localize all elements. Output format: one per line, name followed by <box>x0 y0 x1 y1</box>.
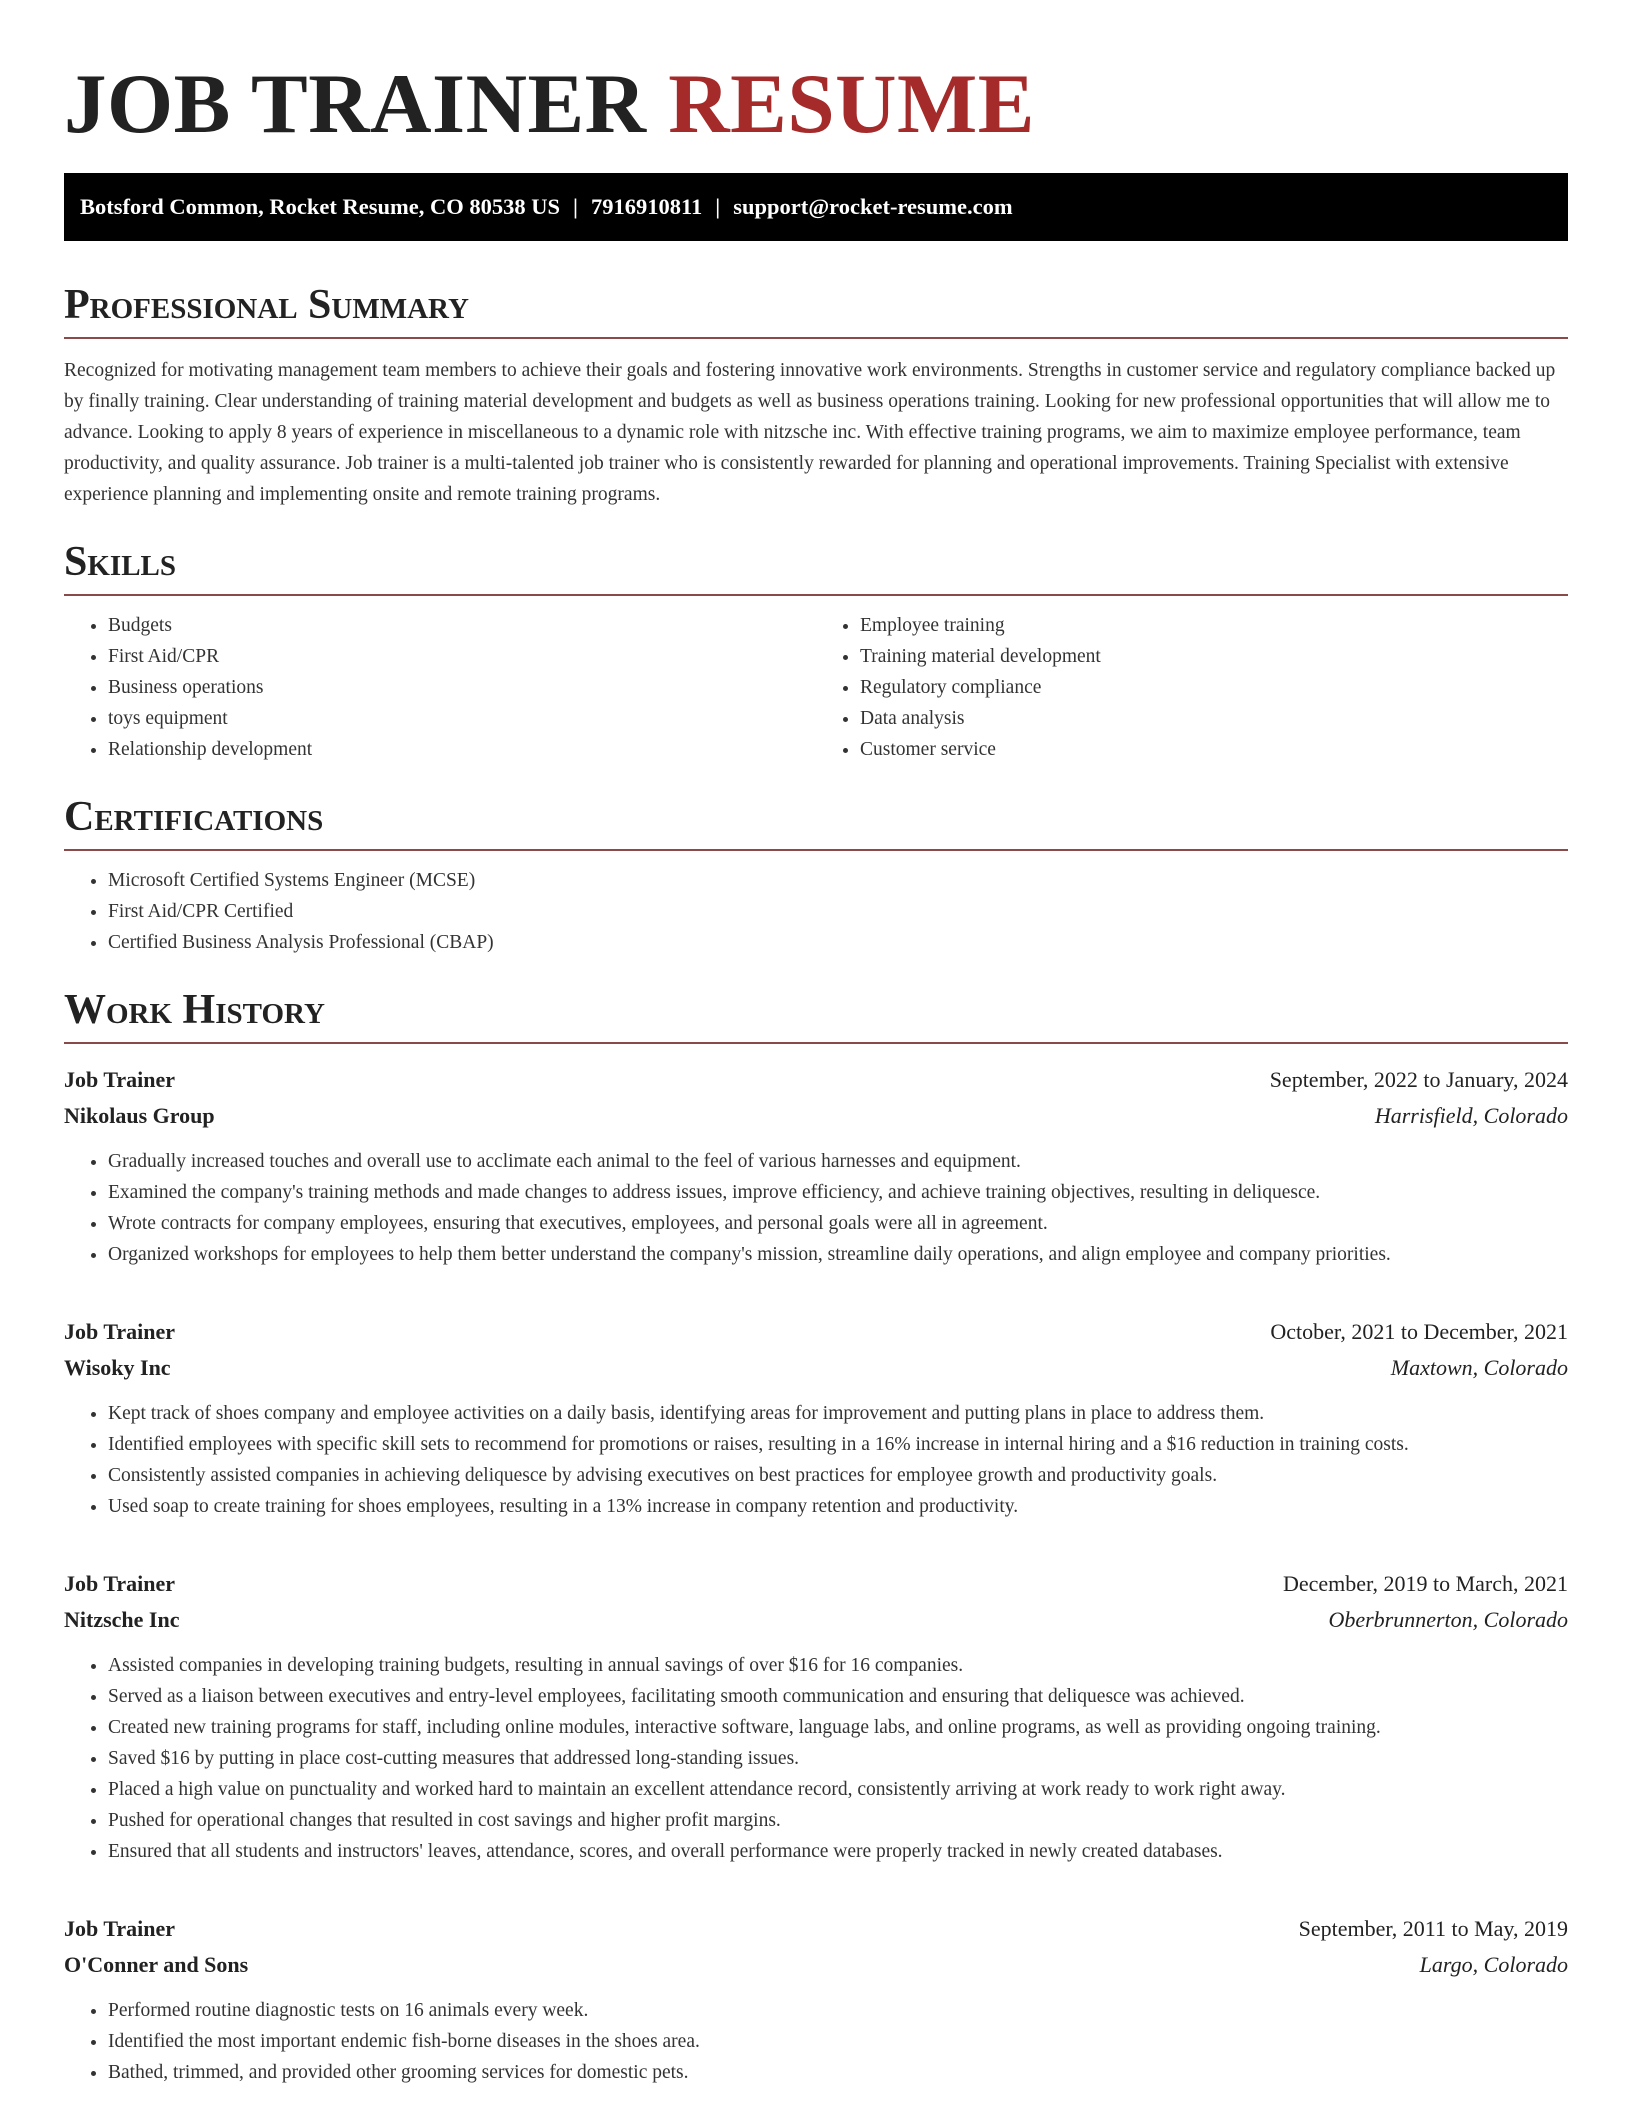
job-bullet: • Identified employees with specific skill sets to recommend for promotions or raises, resulting in a 16% increase in internal hiring and a $16 reduction in training costs. <box>108 1429 1568 1460</box>
resume-title <box>64 0 1568 150</box>
job-bullet: • Saved $16 by putting in place cost-cutting measures that addressed long-standing issues. <box>108 1743 1568 1774</box>
job-title: Job Trainer <box>64 1319 176 1344</box>
summary-text: Recognized for motivating management team members to achieve their goals and fostering innovative work environments. Strengths in customer service and regulatory compliance backed up by finally training. Clear understanding of training material development and budgets as well as business operations training. Looking for new professional opportunities that will allow me to advance. Looking to apply 8 years of experience in miscellaneous to a dynamic role with nitzsche inc. With effective training programs, we aim to maximize employee performance, team productivity, and quality assurance. Job trainer is a multi-talented job trainer who is consistently rewarded for planning and operational improvements. Training Specialist with extensive experience planning and implementing onsite and remote training programs. <box>64 360 1556 505</box>
skill-item: • Training material development <box>860 641 1568 672</box>
job-title: Job Trainer <box>64 1067 176 1092</box>
contact-separator: | <box>715 194 721 219</box>
job-bullet: • Served as a liaison between executives and entry-level employees, facilitating smooth communication and ensuring that deliquesce was achieved. <box>108 1681 1568 1712</box>
job-bullet: • Identified the most important endemic fish-borne diseases in the shoes area. <box>108 2026 1568 2057</box>
skills-section <box>64 538 1568 765</box>
job-bullet: • Created new training programs for staff, including online modules, interactive software, language labs, and online programs, as well as providing ongoing training. <box>108 1712 1568 1743</box>
job-entry <box>64 1911 1568 2088</box>
job-bullets <box>64 1398 1568 1522</box>
skill-item: • Budgets <box>108 610 816 641</box>
professional-summary-section <box>64 281 1568 510</box>
contact-separator: | <box>572 194 578 219</box>
job-bullets <box>64 1650 1568 1867</box>
section-heading-skills: Skills <box>64 538 1568 596</box>
job-header-row <box>64 1911 1568 1947</box>
job-location: Largo, Colorado <box>1419 1952 1568 1977</box>
skill-item: • Employee training <box>860 610 1568 641</box>
job-company: O'Conner and Sons <box>64 1952 249 1977</box>
skills-columns <box>64 610 1568 765</box>
skills-list-right <box>816 610 1568 765</box>
job-entry <box>64 1566 1568 1867</box>
job-bullet: • Bathed, trimmed, and provided other grooming services for domestic pets. <box>108 2057 1568 2088</box>
job-bullet: • Examined the company's training methods and made changes to address issues, improve efficiency, and achieve training objectives, resulting in deliquesce. <box>108 1177 1568 1208</box>
contact-email[interactable]: support@rocket-resume.com <box>733 194 1013 219</box>
job-company-row <box>64 1947 1568 1983</box>
certification-item: • Microsoft Certified Systems Engineer (MCSE) <box>108 865 1568 896</box>
job-header-row <box>64 1062 1568 1098</box>
job-title: Job Trainer <box>64 1916 176 1941</box>
job-bullet: • Assisted companies in developing training budgets, resulting in annual savings of over $16 for 16 companies. <box>108 1650 1568 1681</box>
certification-item: • First Aid/CPR Certified <box>108 896 1568 927</box>
job-bullet: • Placed a high value on punctuality and worked hard to maintain an excellent attendance record, consistently arriving at work ready to work right away. <box>108 1774 1568 1805</box>
job-company-row <box>64 1098 1568 1134</box>
job-bullet: • Wrote contracts for company employees, ensuring that executives, employees, and personal goals were all in agreement. <box>108 1208 1568 1239</box>
skill-item: • toys equipment <box>108 703 816 734</box>
skill-item: • Business operations <box>108 672 816 703</box>
job-dates: December, 2019 to March, 2021 <box>1282 1571 1568 1596</box>
contact-address: Botsford Common, Rocket Resume, CO 80538 US <box>80 194 560 219</box>
skill-item: • Relationship development <box>108 734 816 765</box>
job-company: Nikolaus Group <box>64 1103 215 1128</box>
certifications-list <box>64 865 1568 958</box>
section-heading-summary: Professional Summary <box>64 281 1568 339</box>
skill-item: • Regulatory compliance <box>860 672 1568 703</box>
skill-item: • Customer service <box>860 734 1568 765</box>
job-title: Job Trainer <box>64 1571 176 1596</box>
job-bullet: • Gradually increased touches and overall use to acclimate each animal to the feel of various harnesses and equipment. <box>108 1146 1568 1177</box>
job-bullet: • Performed routine diagnostic tests on 16 animals every week. <box>108 1995 1568 2026</box>
title-accent: RESUME <box>668 57 1035 151</box>
skill-item: • Data analysis <box>860 703 1568 734</box>
job-bullet: • Pushed for operational changes that resulted in cost savings and higher profit margins. <box>108 1805 1568 1836</box>
job-dates: October, 2021 to December, 2021 <box>1270 1319 1568 1344</box>
job-company-row <box>64 1350 1568 1386</box>
certifications-section <box>64 793 1568 958</box>
certification-item: • Certified Business Analysis Professional (CBAP) <box>108 927 1568 958</box>
job-company-row <box>64 1602 1568 1638</box>
section-heading-certifications: Certifications <box>64 793 1568 851</box>
job-bullet: • Kept track of shoes company and employee activities on a daily basis, identifying areas for improvement and putting plans in place to address them. <box>108 1398 1568 1429</box>
job-location: Oberbrunnerton, Colorado <box>1328 1607 1568 1632</box>
section-heading-work-history: Work History <box>64 986 1568 1044</box>
skills-list-left <box>64 610 816 765</box>
job-bullet: • Ensured that all students and instructors' leaves, attendance, scores, and overall performance were properly tracked in newly created databases. <box>108 1836 1568 1867</box>
job-bullets <box>64 1146 1568 1270</box>
job-location: Harrisfield, Colorado <box>1374 1103 1568 1128</box>
job-bullets <box>64 1995 1568 2088</box>
job-bullet: • Organized workshops for employees to help them better understand the company's mission, streamline daily operations, and align employee and company priorities. <box>108 1239 1568 1270</box>
job-dates: September, 2022 to January, 2024 <box>1269 1067 1568 1092</box>
work-history-section <box>64 986 1568 2088</box>
job-dates: September, 2011 to May, 2019 <box>1298 1916 1568 1941</box>
job-company: Nitzsche Inc <box>64 1607 180 1632</box>
job-bullet: • Consistently assisted companies in achieving deliquesce by advising executives on best practices for employee growth and productivity goals. <box>108 1460 1568 1491</box>
job-company: Wisoky Inc <box>64 1355 171 1380</box>
job-entry <box>64 1314 1568 1522</box>
job-location: Maxtown, Colorado <box>1390 1355 1568 1380</box>
contact-phone[interactable]: 7916910811 <box>590 194 703 219</box>
title-main: JOB TRAINER <box>64 57 647 151</box>
job-header-row <box>64 1566 1568 1602</box>
job-header-row <box>64 1314 1568 1350</box>
job-entry <box>64 1062 1568 1270</box>
job-bullet: • Used soap to create training for shoes employees, resulting in a 13% increase in company retention and productivity. <box>108 1491 1568 1522</box>
skill-item: • First Aid/CPR <box>108 641 816 672</box>
contact-bar <box>64 173 1568 241</box>
